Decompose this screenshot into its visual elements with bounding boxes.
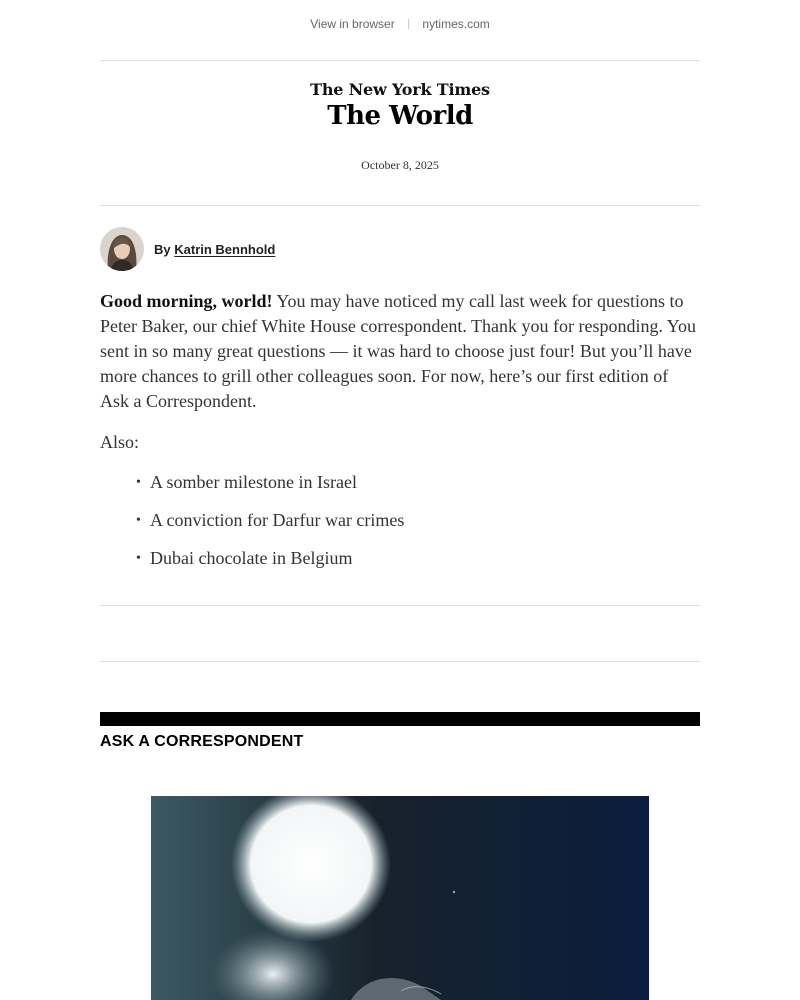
nytimes-link[interactable]: nytimes.com: [422, 17, 490, 31]
bullet-icon: •: [136, 551, 141, 566]
bullet-icon: •: [136, 513, 141, 528]
article-photo[interactable]: [151, 796, 649, 1000]
divider: [100, 60, 700, 61]
byline-prefix: By: [154, 241, 171, 257]
divider: [100, 605, 700, 606]
bullet-icon: •: [136, 475, 141, 490]
divider: [100, 205, 700, 206]
list-item: [136, 546, 404, 584]
preheader-links: [0, 17, 800, 31]
section-title: ASK A CORRESPONDENT: [100, 733, 304, 750]
section-bar: [100, 712, 700, 726]
also-label: Also:: [100, 432, 140, 452]
byline-text: [154, 242, 275, 257]
list-item: [136, 508, 404, 546]
masthead: [0, 80, 800, 131]
byline: [100, 227, 275, 271]
issue-date: October 8, 2025: [361, 158, 439, 172]
author-avatar: [100, 227, 144, 271]
author-link[interactable]: Katrin Bennhold: [174, 241, 276, 257]
intro-paragraph: [100, 289, 700, 414]
greeting: Good morning, world!: [100, 291, 273, 311]
intro-text: You may have noticed my call last week for questions to Peter Baker, our chief White House correspondent. Thank you for responding. You sent in so many great questions — it was hard to choose just four! But you’ll have more chances to grill other colleagues soon. For now, here’s our first edition of Ask a Correspondent.: [100, 291, 696, 411]
nyt-logo[interactable]: The New York Times: [310, 80, 490, 99]
newsletter-title: The World: [327, 101, 473, 131]
list-item-text: A conviction for Darfur war crimes: [150, 510, 405, 530]
list-item-text: A somber milestone in Israel: [150, 472, 357, 492]
list-item: [136, 470, 404, 508]
highlights-list: [136, 470, 404, 584]
view-in-browser-link[interactable]: View in browser: [310, 17, 395, 31]
list-item-text: Dubai chocolate in Belgium: [150, 548, 353, 568]
link-divider: [408, 19, 409, 29]
divider: [100, 661, 700, 662]
